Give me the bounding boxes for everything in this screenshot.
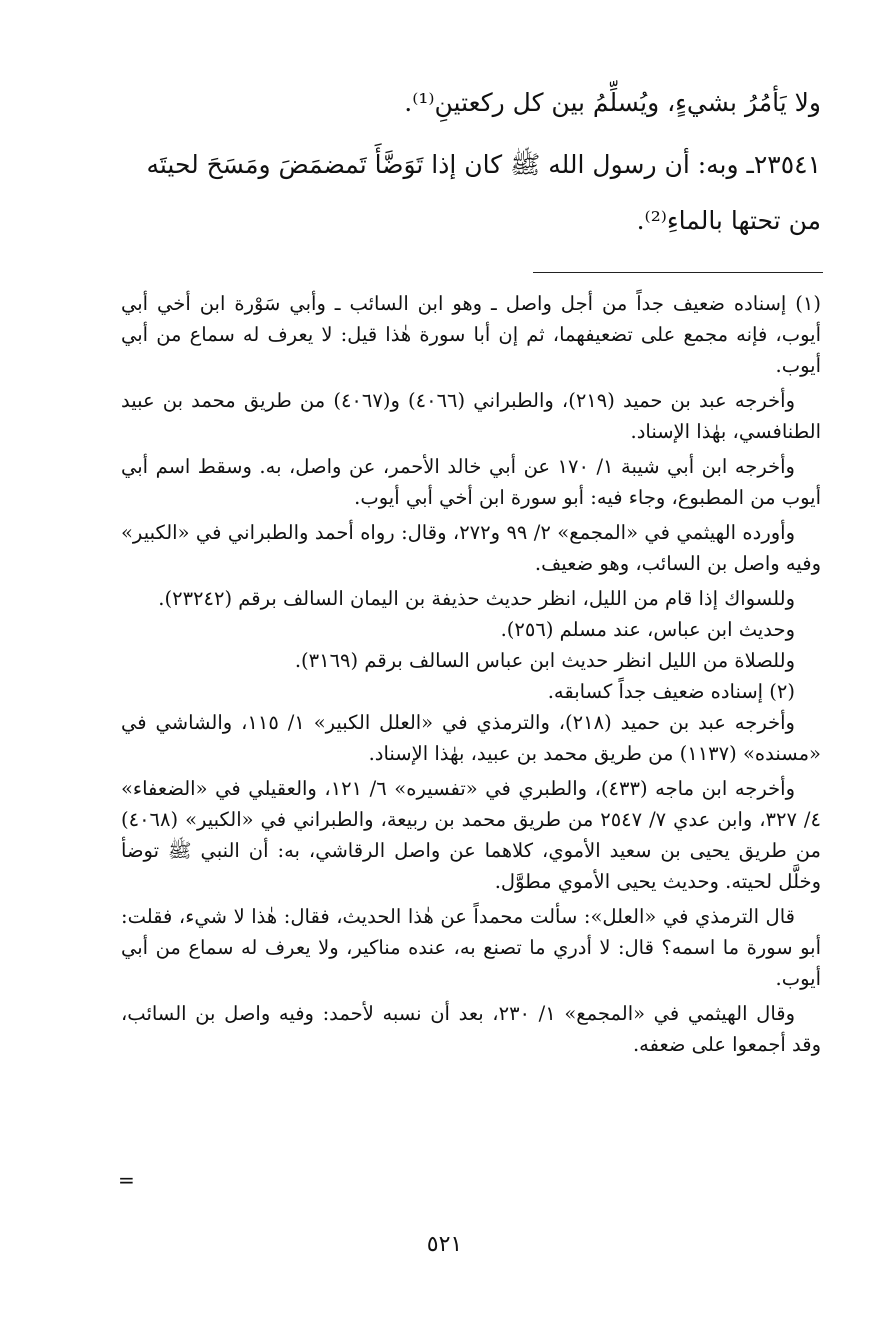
main-line-3: من تحتها بالماءِ⁽²⁾. [636,206,821,235]
footnote-paragraph: وأخرجه عبد بن حميد (٢١٨)، والترمذي في «العلل الكبير» ١/ ١١٥، والشاشي في «مسنده» (١١٣٧) من طريق محمد بن عبيد، بهٰذا الإسناد. [121,711,821,765]
footnote-separator [533,272,823,273]
footnote-2: (٢) إسناده ضعيف جداً كسابقه. [547,680,795,703]
footnote-paragraph: وللسواك إذا قام من الليل، انظر حديث حذيفة بن اليمان السالف برقم (٢٣٢٤٢). [158,587,795,610]
page-number: ٥٢١ [426,1232,463,1257]
hadith-23541-cont [121,206,821,236]
main-text [121,88,821,118]
footnote-paragraph: وأخرجه عبد بن حميد (٢١٩)، والطبراني (٤٠٦٦) و(٤٠٦٧) من طريق محمد بن عبيد الطنافسي، بهٰذا الإسناد. [121,389,821,443]
footnote-paragraph: وللصلاة من الليل انظر حديث ابن عباس السالف برقم (٣١٦٩). [294,649,795,672]
footnote-paragraph: وأخرجه ابن أبي شيبة ١/ ١٧٠ عن أبي خالد الأحمر، عن واصل، به. وسقط اسم أبي أيوب من المطبوع، وجاء فيه: أبو سورة ابن أخي أبي أيوب. [121,455,821,509]
main-line-1: ولا يَأمُرُ بشيءٍ، ويُسلِّمُ بين كل ركعتينِ⁽¹⁾. [404,88,821,117]
footnote-paragraph: وأخرجه ابن ماجه (٤٣٣)، والطبري في «تفسيره» ٦/ ١٢١، والعقيلي في «الضعفاء» ٤/ ٣٢٧، وابن عدي ٧/ ٢٥٤٧ من طريق محمد بن ربيعة، والطبراني في «الكبير» (٤٠٦٨) من طريق يحيى بن سعيد الأموي، كلاهما عن واصل الرقاشي، به: أن النبي ﷺ توضأ وخلَّل لحيته. وحديث يحيى الأموي مطوَّل. [121,777,821,893]
footnote-paragraph: وأورده الهيثمي في «المجمع» ٢/ ٩٩ و٢٧٢، وقال: رواه أحمد والطبراني في «الكبير» وفيه واصل بن السائب، وهو ضعيف. [121,521,821,575]
footnote-paragraph: قال الترمذي في «العلل»: سألت محمداً عن هٰذا الحديث، فقال: هٰذا لا شيء، فقلت: أبو سورة ما اسمه؟ قال: لا أدري ما تصنع به، عنده مناكير، ولا يعرف له سماع من أبي أيوب. [121,905,821,990]
hadith-23541 [121,150,821,180]
main-line-2: ٢٣٥٤١ـ وبه: أن رسول الله ﷺ كان إذا تَوَضَّأَ تَمضمَضَ ومَسَحَ لحيتَه [146,150,821,179]
footnote-paragraph: وقال الهيثمي في «المجمع» ١/ ٢٣٠، بعد أن نسبه لأحمد: وفيه واصل بن السائب، وقد أجمعوا على ضعفه. [121,1002,821,1056]
footnote-1: (١) إسناده ضعيف جداً من أجل واصل ـ وهو ابن السائب ـ وأبي سَوْرة ابن أخي أبي أيوب، فإنه مجمع على تضعيفهما، ثم إن أبا سورة هٰذا قيل: لا يعرف له سماع من أبي أيوب. [121,292,821,377]
continuation-mark: = [118,1168,135,1192]
footnote-paragraph: وحديث ابن عباس، عند مسلم (٢٥٦). [500,618,795,641]
footnotes [121,288,821,1060]
